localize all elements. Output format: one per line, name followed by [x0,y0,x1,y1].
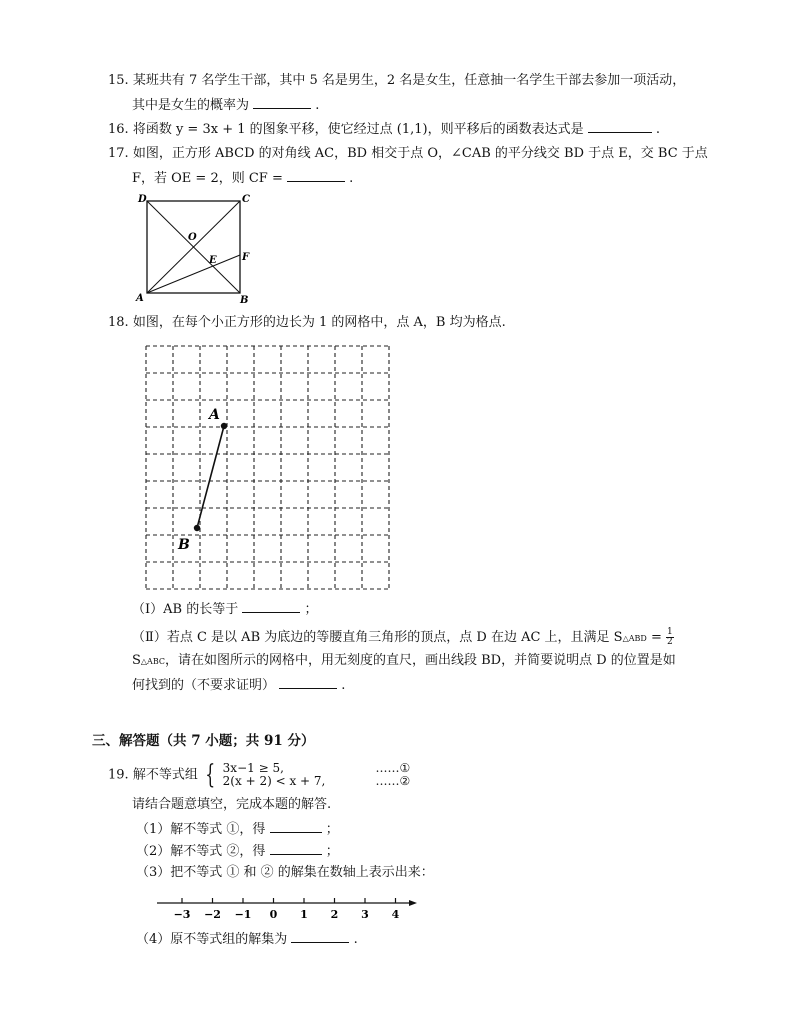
label-d: D [138,194,147,205]
q19-step3: （3）把不等式 ① 和 ② 的解集在数轴上表示出来： [136,865,434,880]
q15-line1 [108,72,685,90]
label-c: C [242,194,250,205]
inequality-system [223,762,326,788]
q18-part2-end: . [341,678,346,693]
number-line-arrow-icon [409,900,417,906]
q19-instruction: 请结合题意填空，完成本题的解答. [132,797,332,812]
label-o: O [188,232,197,243]
q16-number: 16. [108,122,129,137]
number-line-tick-label: 1 [300,908,308,921]
number-line-tick-label: 0 [269,908,278,921]
number-line [155,893,425,927]
q18-part1-end: ； [304,602,318,617]
q17-text-2: F，若 OE = 2，则 CF = [132,171,283,186]
q19-line [108,762,410,789]
grid-label-a: A [209,407,220,423]
q18-subscript-abd: △ABD [622,634,647,643]
q15-line2 [132,96,319,115]
point-a [221,423,227,429]
fraction-denominator: 2 [667,637,673,647]
q18-part2-text: （Ⅱ）若点 C 是以 AB 为底边的等腰直角三角形的顶点，点 D 在边 AC 上，且满足 S [132,630,623,645]
q16-text: 将函数 y = 3x + 1 的图象平移，使它经过点 (1,1)，则平移后的函数表达式是 [132,122,584,137]
system-brace: { [205,760,216,790]
q19-step4-text: （4）原不等式组的解集为 [136,932,288,947]
label-e: E [209,255,217,266]
point-b [194,525,200,531]
q16-answer-blank[interactable] [588,120,652,133]
segment-ab [197,426,224,528]
q19-step2-end: ； [325,844,339,859]
q15-number: 15. [108,73,129,88]
q18-part2-line1 [132,628,674,648]
q15-text: 某班共有 7 名学生干部，其中 5 名是男生，2 名是女生，任意抽一名学生干部去参加一项活动， [132,73,686,88]
inequality-1: 3x−1 ≥ 5, [222,761,284,775]
label-f: F [242,252,250,263]
q18-grid-figure [140,340,390,594]
q19-step2-text: （2）解不等式 ②，得 [136,844,266,859]
q19-number: 19. [108,767,129,783]
q19-step4 [136,930,358,949]
q18-part2-line2 [132,652,676,671]
label-a: A [136,293,144,304]
q18-fraction-half [666,628,674,647]
q18-part1-text: （Ⅰ）AB 的长等于 [132,602,239,617]
q19-step1-end: ； [325,822,339,837]
marker-1: ……① [375,761,411,775]
number-line-tick-label: 3 [361,908,369,921]
q16-line [108,120,660,139]
q18-number: 18. [108,315,129,330]
inequality-markers [375,762,410,788]
label-b: B [240,295,249,306]
number-line-tick-label: −3 [173,908,191,921]
q18-part2-text-2: ，请在如图所示的网格中，用无刻度的直尺，画出线段 BD，并简要说明点 D 的位置是如 [164,653,676,668]
bisector-af [147,255,240,293]
number-line-tick-label: −2 [204,908,221,921]
q18-part2-text-3: 何找到的（不要求证明） [132,678,276,693]
grid-label-b: B [178,537,190,553]
number-line-tick-label: 2 [330,908,339,921]
q15-answer-blank[interactable] [253,96,311,109]
q17-number: 17. [108,146,129,161]
q15-period: . [315,98,320,113]
q17-line1 [108,145,708,163]
q18-part2-blank[interactable] [279,676,337,689]
q17-answer-blank[interactable] [287,169,345,182]
fraction-numerator: 1 [667,627,673,637]
q18-subscript-abc: △ABC [140,657,165,666]
q19-step2 [136,842,339,861]
section-3-heading: 三、解答题（共 7 小题；共 91 分） [92,733,315,749]
q19-step1-blank[interactable] [270,820,322,833]
inequality-2: 2(x + 2) < x + 7, [222,774,326,788]
q18-text: 如图，在每个小正方形的边长为 1 的网格中，点 A，B 均为格点. [132,315,506,330]
q18-part1-blank[interactable] [242,600,300,613]
q18-line [108,314,506,332]
q18-s-symbol: S [132,653,141,668]
q18-equals: = [646,630,666,645]
q19-intro: 解不等式组 [132,767,198,783]
number-line-tick-label: −1 [234,908,252,921]
q17-square-figure [130,190,260,308]
q18-part2-line3 [132,676,345,695]
q17-text: 如图，正方形 ABCD 的对角线 AC，BD 相交于点 O，∠CAB 的平分线交 BD 于点 E，交 BC 于点 [132,146,708,161]
q19-step2-blank[interactable] [270,842,322,855]
q18-part1 [132,600,318,619]
q19-step1-text: （1）解不等式 ①，得 [136,822,266,837]
marker-2: ……② [375,774,411,788]
q17-period: . [349,171,354,186]
q19-step4-end: . [353,932,358,947]
q16-period: . [655,122,660,137]
q15-text-2: 其中是女生的概率为 [132,98,250,113]
q19-step1 [136,820,339,839]
q19-step4-blank[interactable] [291,930,349,943]
number-line-tick-label: 4 [391,908,400,921]
q17-line2 [132,169,353,188]
